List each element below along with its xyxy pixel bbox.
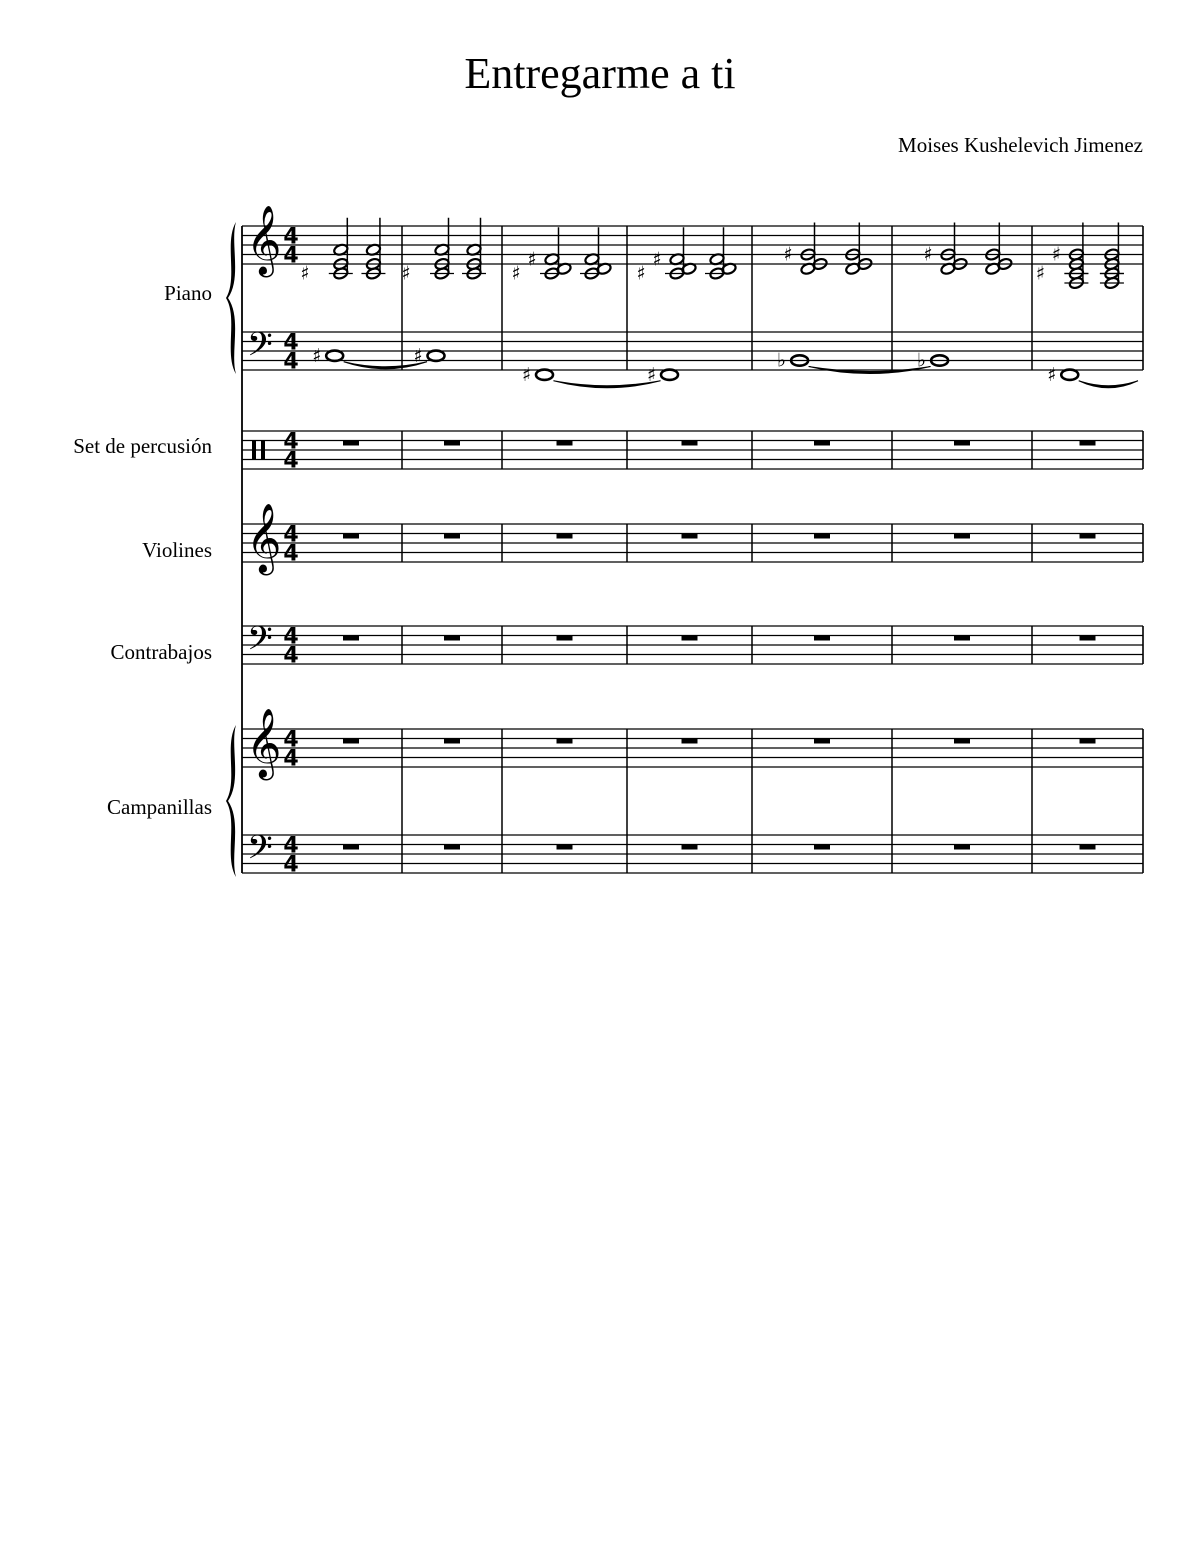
whole-rest <box>444 636 460 641</box>
bass-clef-icon: 𝄢 <box>247 326 273 372</box>
sharp-icon: ♯ <box>312 344 322 367</box>
sharp-icon: ♯ <box>652 248 662 271</box>
score-title: Entregarme a ti <box>464 49 736 98</box>
whole-rest <box>954 441 970 446</box>
whole-rest <box>1080 739 1096 744</box>
whole-rest <box>814 845 830 850</box>
percussion-clef-icon <box>261 441 265 460</box>
whole-rest <box>444 441 460 446</box>
whole-rest <box>343 739 359 744</box>
whole-rest <box>343 441 359 446</box>
whole-rest <box>557 845 573 850</box>
instrument-label-basses: Contrabajos <box>110 640 212 664</box>
instrument-label-piano: Piano <box>164 281 212 305</box>
whole-rest <box>814 441 830 446</box>
whole-rest <box>557 636 573 641</box>
sharp-icon: ♯ <box>1035 262 1046 285</box>
time-signature-numerator: 4 <box>283 522 299 548</box>
whole-rest <box>682 534 698 539</box>
sharp-icon: ♯ <box>636 262 646 285</box>
tie <box>554 381 661 388</box>
bass-clef-icon: 𝄢 <box>247 829 273 875</box>
whole-rest <box>444 845 460 850</box>
sharp-icon: ♯ <box>1047 363 1057 386</box>
whole-rest <box>1080 845 1096 850</box>
treble-clef-icon: 𝄞 <box>246 205 282 275</box>
time-signature-numerator: 4 <box>283 429 299 455</box>
sharp-icon: ♯ <box>783 243 793 266</box>
whole-rest <box>682 636 698 641</box>
instrument-label-violins: Violines <box>142 538 212 562</box>
instrument-label-percussion: Set de percusión <box>73 434 212 458</box>
time-signature-denominator: 4 <box>283 349 299 375</box>
flat-icon: ♭ <box>777 349 787 372</box>
whole-note <box>536 370 553 380</box>
sharp-icon: ♯ <box>300 262 310 285</box>
staff-brace <box>226 222 236 374</box>
whole-rest <box>682 739 698 744</box>
tie <box>1079 381 1138 388</box>
time-signature-denominator: 4 <box>283 746 299 772</box>
whole-rest <box>343 534 359 539</box>
whole-rest <box>814 636 830 641</box>
whole-rest <box>954 636 970 641</box>
sharp-icon: ♯ <box>923 243 933 266</box>
whole-rest <box>343 845 359 850</box>
whole-note <box>326 351 343 361</box>
whole-rest <box>682 441 698 446</box>
time-signature-denominator: 4 <box>283 541 299 567</box>
sharp-icon: ♯ <box>511 262 521 285</box>
sharp-icon: ♯ <box>527 248 537 271</box>
time-signature-numerator: 4 <box>283 224 299 250</box>
whole-note <box>428 351 445 361</box>
whole-rest <box>343 636 359 641</box>
whole-rest <box>814 534 830 539</box>
whole-rest <box>954 845 970 850</box>
instrument-label-bells: Campanillas <box>107 795 212 819</box>
whole-rest <box>1080 441 1096 446</box>
whole-rest <box>1080 534 1096 539</box>
percussion-clef-icon <box>252 441 256 460</box>
treble-clef-icon: 𝄞 <box>246 708 282 778</box>
treble-clef-icon: 𝄞 <box>246 503 282 573</box>
time-signature-numerator: 4 <box>283 330 299 356</box>
whole-note <box>1061 370 1078 380</box>
whole-rest <box>682 845 698 850</box>
whole-rest <box>444 534 460 539</box>
flat-icon: ♭ <box>917 349 927 372</box>
whole-rest <box>557 739 573 744</box>
whole-rest <box>954 534 970 539</box>
whole-rest <box>1080 636 1096 641</box>
sharp-icon: ♯ <box>413 344 423 367</box>
time-signature-denominator: 4 <box>283 852 299 878</box>
whole-rest <box>444 739 460 744</box>
time-signature-denominator: 4 <box>283 243 299 269</box>
time-signature-denominator: 4 <box>283 643 299 669</box>
whole-rest <box>954 739 970 744</box>
whole-rest <box>557 441 573 446</box>
time-signature-numerator: 4 <box>283 624 299 650</box>
composer-name: Moises Kushelevich Jimenez <box>898 133 1143 157</box>
whole-rest <box>814 739 830 744</box>
time-signature-numerator: 4 <box>283 727 299 753</box>
sharp-icon: ♯ <box>401 262 411 285</box>
staff-brace <box>226 725 236 877</box>
whole-note <box>661 370 678 380</box>
whole-rest <box>557 534 573 539</box>
time-signature-denominator: 4 <box>283 448 299 474</box>
time-signature-numerator: 4 <box>283 833 299 859</box>
sharp-icon: ♯ <box>646 363 657 386</box>
sharp-icon: ♯ <box>521 363 532 386</box>
sharp-icon: ♯ <box>1051 243 1062 266</box>
bass-clef-icon: 𝄢 <box>247 620 273 666</box>
